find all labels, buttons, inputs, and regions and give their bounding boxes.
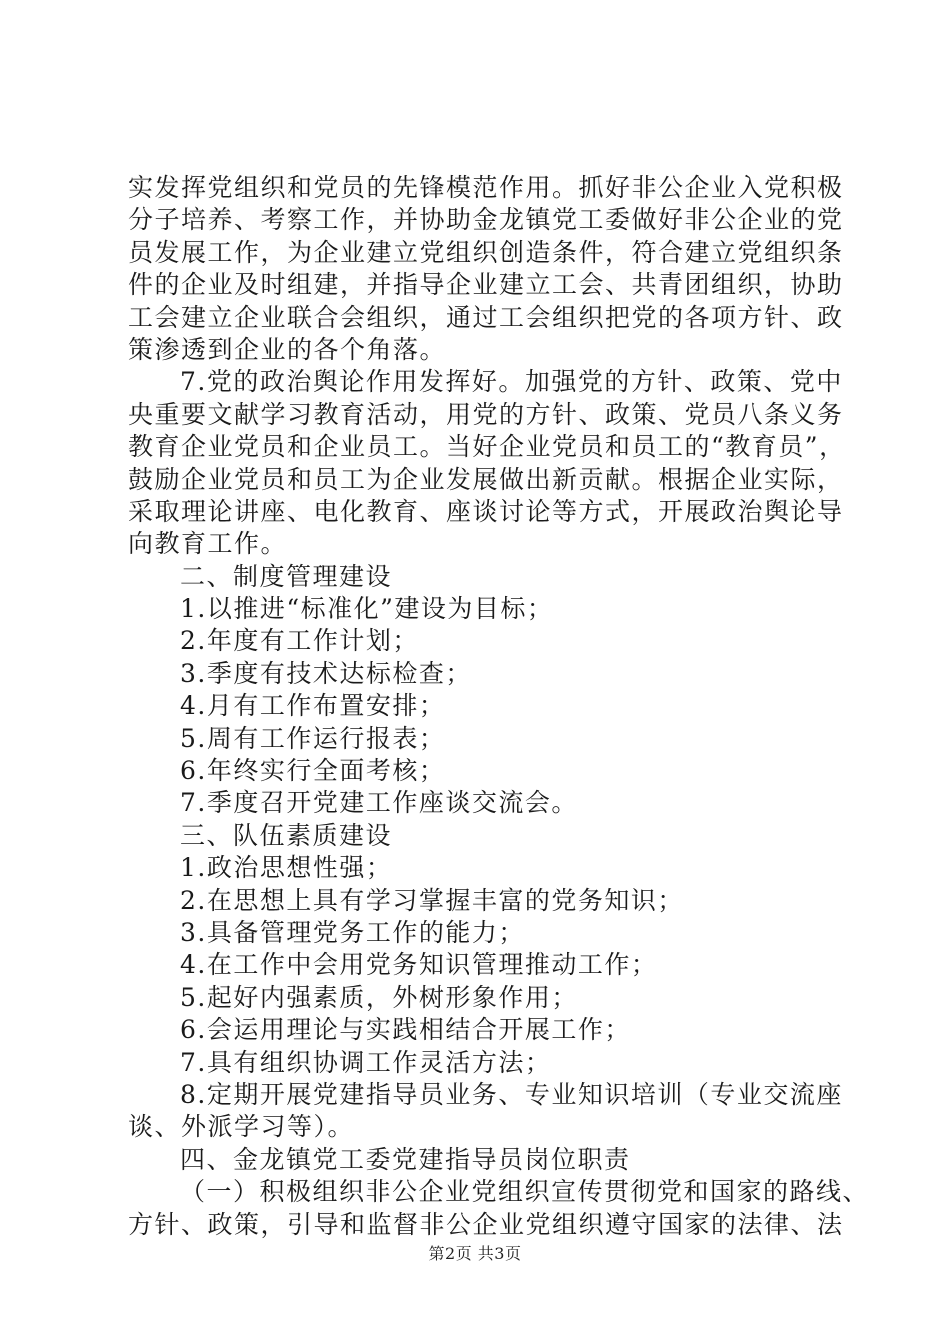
page-footer: 第2页 共3页 bbox=[428, 1244, 522, 1263]
text-line: 教育企业党员和企业员工。当好企业党员和员工的“教育员”， bbox=[128, 432, 846, 462]
text-line: 央重要文献学习教育活动，用党的方针、政策、党员八条义务 bbox=[128, 399, 844, 429]
text-line: 方针、政策，引导和监督非公企业党组织遵守国家的法律、法 bbox=[128, 1209, 844, 1239]
list-item: 3.具备管理党务工作的能力； bbox=[180, 917, 525, 947]
text-line: 向教育工作。 bbox=[128, 529, 288, 559]
duty-item-1: （一）积极组织非公企业党组织宣传贯彻党和国家的路线、 bbox=[180, 1177, 870, 1207]
list-item: 2.在思想上具有学习掌握丰富的党务知识； bbox=[180, 885, 684, 915]
list-item: 4.月有工作布置安排； bbox=[180, 691, 446, 721]
list-item: 6.会运用理论与实践相结合开展工作； bbox=[180, 1015, 631, 1045]
text-line: 鼓励企业党员和员工为企业发展做出新贡献。根据企业实际， bbox=[128, 464, 844, 494]
list-item: 3.季度有技术达标检查； bbox=[180, 658, 472, 688]
list-item: 7.季度召开党建工作座谈交流会。 bbox=[180, 788, 578, 818]
list-item: 5.起好内强素质，外树形象作用； bbox=[180, 982, 578, 1012]
list-item: 4.在工作中会用党务知识管理推动工作； bbox=[180, 950, 658, 980]
section-heading-4: 四、金龙镇党工委党建指导员岗位职责 bbox=[180, 1144, 631, 1174]
list-item: 1.以推进“标准化”建设为目标； bbox=[180, 594, 554, 624]
text-line: 工会建立企业联合会组织，通过工会组织把党的各项方针、政 bbox=[128, 302, 844, 332]
text-line: 分子培养、考察工作，并协助金龙镇党工委做好非公企业的党 bbox=[128, 205, 844, 235]
text-line: 件的企业及时组建，并指导企业建立工会、共青团组织，协助 bbox=[128, 270, 844, 300]
list-item: 6.年终实行全面考核； bbox=[180, 756, 446, 786]
section-heading-2: 二、制度管理建设 bbox=[180, 561, 393, 591]
list-item: 8.定期开展党建指导员业务、专业知识培训（专业交流座 bbox=[180, 1079, 843, 1109]
list-item-7-paragraph: 7.党的政治舆论作用发挥好。加强党的方针、政策、党中 bbox=[180, 367, 843, 397]
list-item: 7.具有组织协调工作灵活方法； bbox=[180, 1047, 552, 1077]
list-item: 1.政治思想性强； bbox=[180, 853, 393, 883]
text-line: 员发展工作，为企业建立党组织创造条件，符合建立党组织条 bbox=[128, 237, 844, 267]
section-heading-3: 三、队伍素质建设 bbox=[180, 820, 393, 850]
text-line: 实发挥党组织和党员的先锋模范作用。抓好非公企业入党积极 bbox=[128, 173, 844, 202]
text-line: 采取理论讲座、电化教育、座谈讨论等方式，开展政治舆论导 bbox=[128, 496, 844, 526]
list-item: 2.年度有工作计划； bbox=[180, 626, 419, 656]
text-line: 策渗透到企业的各个角落。 bbox=[128, 334, 447, 364]
list-item: 5.周有工作运行报表； bbox=[180, 723, 446, 753]
text-line: 谈、外派学习等）。 bbox=[128, 1112, 355, 1142]
document-body bbox=[128, 172, 870, 1241]
